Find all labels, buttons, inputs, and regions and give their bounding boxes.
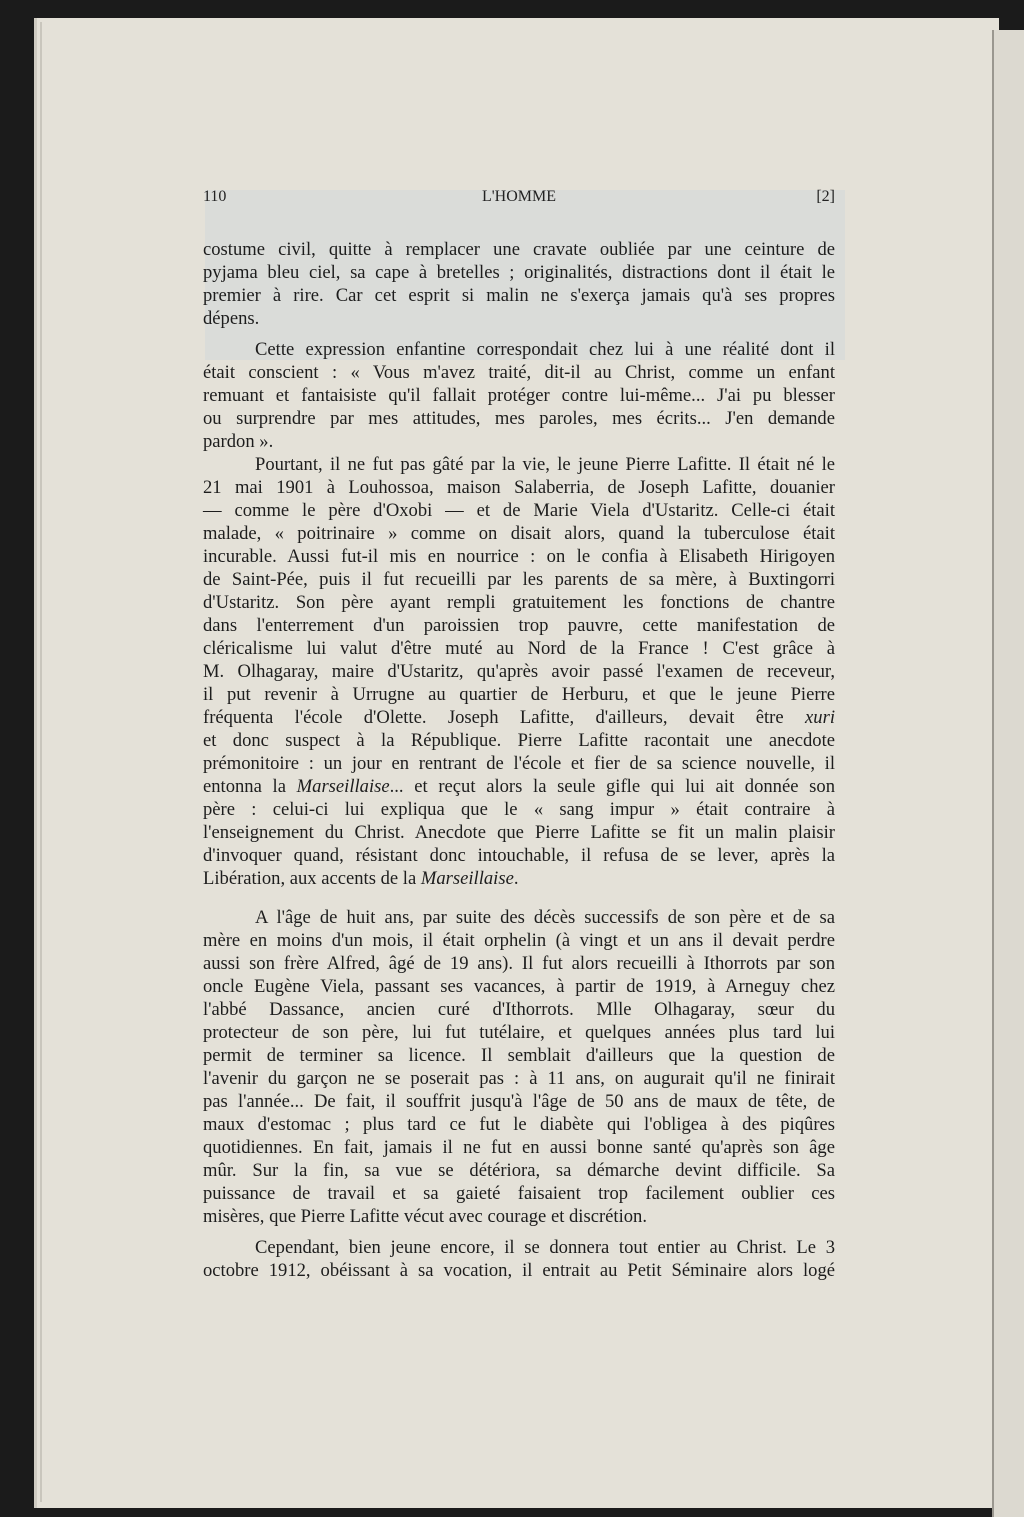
text-line: il put revenir à Urrugne au quartier de Herburu, et que le jeune Pierre xyxy=(203,684,835,705)
text-line: costume civil, quitte à remplacer une cravate oubliée par une ceinture de xyxy=(203,239,835,260)
text-line: dans l'enterrement d'un paroissien trop pauvre, cette manifestation de xyxy=(203,615,835,636)
text-line: maux d'estomac ; plus tard ce fut le diabète qui l'obligea à des piqûres xyxy=(203,1114,835,1135)
running-header xyxy=(203,188,835,210)
paragraph-5 xyxy=(203,1236,835,1282)
facing-page-edge xyxy=(992,30,1024,1517)
text-line: mûr. Sur la fin, sa vue se détériora, sa démarche devint difficile. Sa xyxy=(203,1160,835,1181)
text-line: premier à rire. Car cet esprit si malin ne s'exerça jamais qu'à ses propres xyxy=(203,285,835,306)
text-line: remuant et fantaisiste qu'il fallait protéger contre lui-même... J'ai pu blesser xyxy=(203,385,835,406)
text-line: A l'âge de huit ans, par suite des décès successifs de son père et de sa xyxy=(255,907,835,928)
text-line: oncle Eugène Viela, passant ses vacances, à partir de 1919, à Arneguy chez xyxy=(203,976,835,997)
page-number: 110 xyxy=(203,188,227,205)
paragraph-1 xyxy=(203,238,835,330)
text-line: M. Olhagaray, maire d'Ustaritz, qu'après avoir passé l'examen de receveur, xyxy=(203,661,835,682)
text-line: puissance de travail et sa gaieté faisaient trop facilement oublier ces xyxy=(203,1183,835,1204)
text-line: quotidiennes. En fait, jamais il ne fut en aussi bonne santé qu'après son âge xyxy=(203,1137,835,1158)
text-line: d'invoquer quand, résistant donc intouchable, il refusa de se lever, après la xyxy=(203,845,835,866)
text-line: prémonitoire : un jour en rentrant de l'école et fier de sa science nouvelle, il xyxy=(203,753,835,774)
text-line: dépens. xyxy=(203,308,260,329)
section-number: [2] xyxy=(816,188,835,205)
text-line: aussi son frère Alfred, âgé de 19 ans). Il fut alors recueilli à Ithorrots par son xyxy=(203,953,835,974)
text-line: l'abbé Dassance, ancien curé d'Ithorrots. Mlle Olhagaray, sœur du xyxy=(203,999,835,1020)
running-title: L'HOMME xyxy=(482,188,556,205)
text-line: était conscient : « Vous m'avez traité, dit-il au Christ, comme un enfant xyxy=(203,362,835,383)
paragraph-2 xyxy=(203,338,835,453)
text-line: misères, que Pierre Lafitte vécut avec courage et discrétion. xyxy=(203,1206,647,1227)
text-line: d'Ustaritz. Son père ayant rempli gratuitement les fonctions de chantre xyxy=(203,592,835,613)
text-line: l'avenir du garçon ne se poserait pas : à 11 ans, on augurait qu'il ne finirait xyxy=(203,1068,835,1089)
text-line: 21 mai 1901 à Louhossoa, maison Salaberria, de Joseph Lafitte, douanier xyxy=(203,477,835,498)
text-line: cléricalisme lui valut d'être muté au Nord de la France ! C'est grâce à xyxy=(203,638,835,659)
text-line: octobre 1912, obéissant à sa vocation, il entrait au Petit Séminaire alors logé xyxy=(203,1260,835,1281)
text-line: et donc suspect à la République. Pierre Lafitte racontait une anecdote xyxy=(203,730,835,751)
text-line: ou surprendre par mes attitudes, mes paroles, mes écrits... J'en demande xyxy=(203,408,835,429)
text-line: pas l'année... De fait, il souffrit jusqu'à l'âge de 50 ans de maux de tête, de xyxy=(203,1091,835,1112)
text-line: permit de terminer sa licence. Il semblait d'ailleurs que la question de xyxy=(203,1045,835,1066)
text-line: entonna la Marseillaise... et reçut alors la seule gifle qui lui ait donnée son xyxy=(203,776,836,797)
text-line: mère en moins d'un mois, il était orphelin (à vingt et un ans il devait perdre xyxy=(203,930,835,951)
text-line: de Saint-Pée, puis il fut recueilli par les parents de sa mère, à Buxtingorri xyxy=(203,569,835,590)
text-line: malade, « poitrinaire » comme on disait alors, quand la tuberculose était xyxy=(203,523,835,544)
text-line: Cette expression enfantine correspondait chez lui à une réalité dont il xyxy=(255,339,835,360)
page-edge xyxy=(40,22,42,1502)
text-line: Cependant, bien jeune encore, il se donnera tout entier au Christ. Le 3 xyxy=(255,1237,835,1258)
text-line: pyjama bleu ciel, sa cape à bretelles ; originalités, distractions dont il était le xyxy=(203,262,835,283)
text-line: — comme le père d'Oxobi — et de Marie Viela d'Ustaritz. Celle-ci était xyxy=(203,500,835,521)
text-line: protecteur de son père, lui fut tutélaire, et quelques années plus tard lui xyxy=(203,1022,835,1043)
paragraph-3 xyxy=(203,453,835,890)
text-line: l'enseignement du Christ. Anecdote que Pierre Lafitte se fit un malin plaisir xyxy=(203,822,835,843)
text-line: Libération, aux accents de la Marseillaise. xyxy=(203,868,519,889)
text-line: Pourtant, il ne fut pas gâté par la vie, le jeune Pierre Lafitte. Il était né le xyxy=(255,454,835,475)
text-line: pardon ». xyxy=(203,431,274,452)
text-line: père : celui-ci lui expliqua que le « sang impur » était contraire à xyxy=(203,799,835,820)
text-line: fréquenta l'école d'Olette. Joseph Lafitte, d'ailleurs, devait être xuri xyxy=(203,707,835,728)
paragraph-4 xyxy=(203,906,835,1228)
text-line: incurable. Aussi fut-il mis en nourrice : on le confia à Elisabeth Hirigoyen xyxy=(203,546,835,567)
